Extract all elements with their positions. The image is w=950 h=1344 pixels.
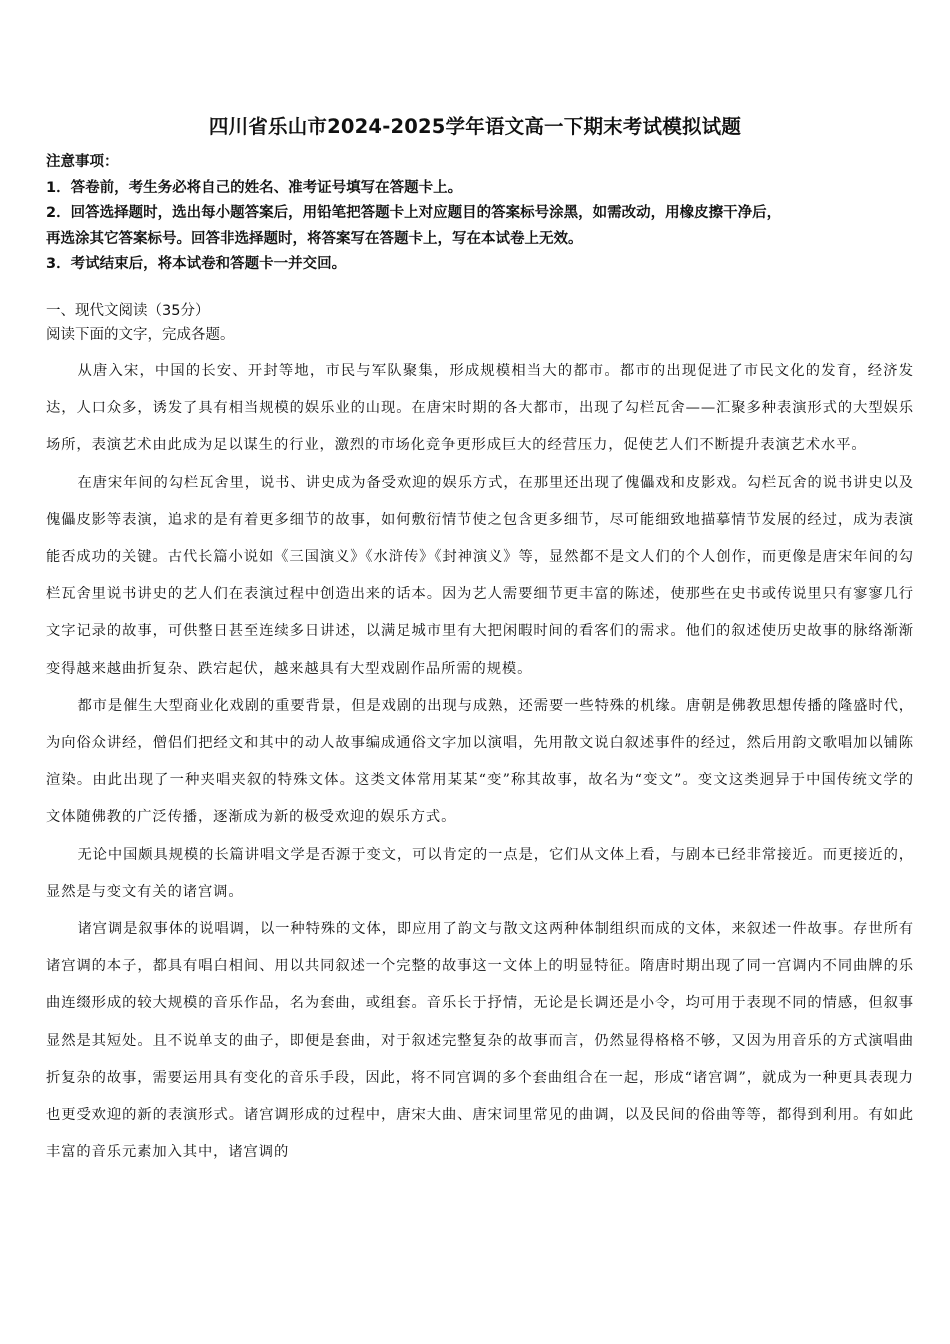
notice-block	[46, 150, 916, 278]
passage-paragraph: 从唐入宋，中国的长安、开封等地，市民与军队聚集，形成规模相当大的都市。都市的出现促进了市民文化的发育，经济发达，人口众多，诱发了具有相当规模的娱乐业的山现。在唐宋时期的各大都市，出现了勾栏瓦舍——汇聚多种表演形式的大型娱乐场所，表演艺术由此成为足以谋生的行业，激烈的市场化竞争更形成巨大的经营压力，促使艺人们不断提升表演艺术水平。	[46, 363, 914, 454]
passage-paragraph: 诸宫调是叙事体的说唱调，以一种特殊的文体，即应用了韵文与散文这两种体制组织而成的文体，来叙述一件故事。存世所有诸宫调的本子，都具有唱白相间、用以共同叙述一个完整的故事这一文体上的明显特征。隋唐时期出现了同一宫调内不同曲牌的乐曲连缀形成的较大规模的音乐作品，名为套曲，或组套。音乐长于抒情，无论是长调还是小令，均可用于表现不同的情感，但叙事显然是其短处。且不说单支的曲子，即便是套曲，对于叙述完整复杂的故事而言，仍然显得格格不够，又因为用音乐的方式演唱曲折复杂的故事，需要运用具有变化的音乐手段，因此，将不同宫调的多个套曲组合在一起，形成“诸宫调”，就成为一种更具表现力也更受欢迎的新的表演形式。诸宫调形成的过程中，唐宋大曲、唐宋词里常见的曲调，以及民间的俗曲等等，都得到利用。有如此丰富的音乐元素加入其中，诸宫调的	[46, 921, 914, 1161]
passage-paragraph: 无论中国颇具规模的长篇讲唱文学是否源于变文，可以肯定的一点是，它们从文体上看，与剧本已经非常接近。而更接近的，显然是与变文有关的诸宫调。	[46, 846, 914, 900]
notice-item: 2．回答选择题时，选出每小题答案后，用铅笔把答题卡上对应题目的答案标号涂黑，如需改动，用橡皮擦干净后，	[46, 205, 782, 221]
passage-paragraph: 都市是催生大型商业化戏剧的重要背景，但是戏剧的出现与成熟，还需要一些特殊的机缘。唐朝是佛教思想传播的隆盛时代，为向俗众讲经，僧侣们把经文和其中的动人故事编成通俗文字加以演唱，先用散文说白叙述事件的经过，然后用韵文歌唱加以铺陈渲染。由此出现了一种夹唱夹叙的特殊文体。这类文体常用某某“变”称其故事，故名为“变文”。变文这类迥异于中国传统文学的文体随佛教的广泛传播，逐渐成为新的极受欢迎的娱乐方式。	[46, 697, 914, 826]
notice-item: 3．考试结束后，将本试卷和答题卡一并交回。	[46, 256, 347, 272]
section-instruction: 阅读下面的文字，完成各题。	[46, 327, 235, 343]
notice-item: 再选涂其它答案标号。回答非选择题时，将答案写在答题卡上，写在本试卷上无效。	[46, 230, 583, 247]
notice-item: 1．答卷前，考生务必将自己的姓名、准考证号填写在答题卡上。	[46, 179, 463, 196]
page-title: 四川省乐山市2024-2025学年语文高一下期末考试模拟试题	[208, 115, 742, 138]
notice-heading: 注意事项：	[46, 154, 119, 170]
passage-paragraph: 在唐宋年间的勾栏瓦舍里，说书、讲史成为备受欢迎的娱乐方式，在那里还出现了傀儡戏和皮影戏。勾栏瓦舍的说书讲史以及傀儡皮影等表演，追求的是有着更多细节的故事，如何敷衍情节使之包含更多细节，尽可能细致地描摹情节发展的经过，成为表演能否成功的关键。古代长篇小说如《三国演义》《水浒传》《封神演义》等，显然都不是文人们的个人创作，而更像是唐宋年间的勾栏瓦舍里说书讲史的艺人们在表演过程中创造出来的话本。因为艺人需要细节更丰富的陈述，使那些在史书或传说里只有寥寥几行文字记录的故事，可供整日甚至连续多日讲述，以满足城市里有大把闲暇时间的看客们的需求。他们的叙述使历史故事的脉络渐渐变得越来越曲折复杂、跌宕起伏，越来越具有大型戏剧作品所需的规模。	[46, 474, 914, 677]
reading-passage	[46, 353, 914, 1171]
section-heading: 一、现代文阅读（35分）	[46, 303, 210, 319]
